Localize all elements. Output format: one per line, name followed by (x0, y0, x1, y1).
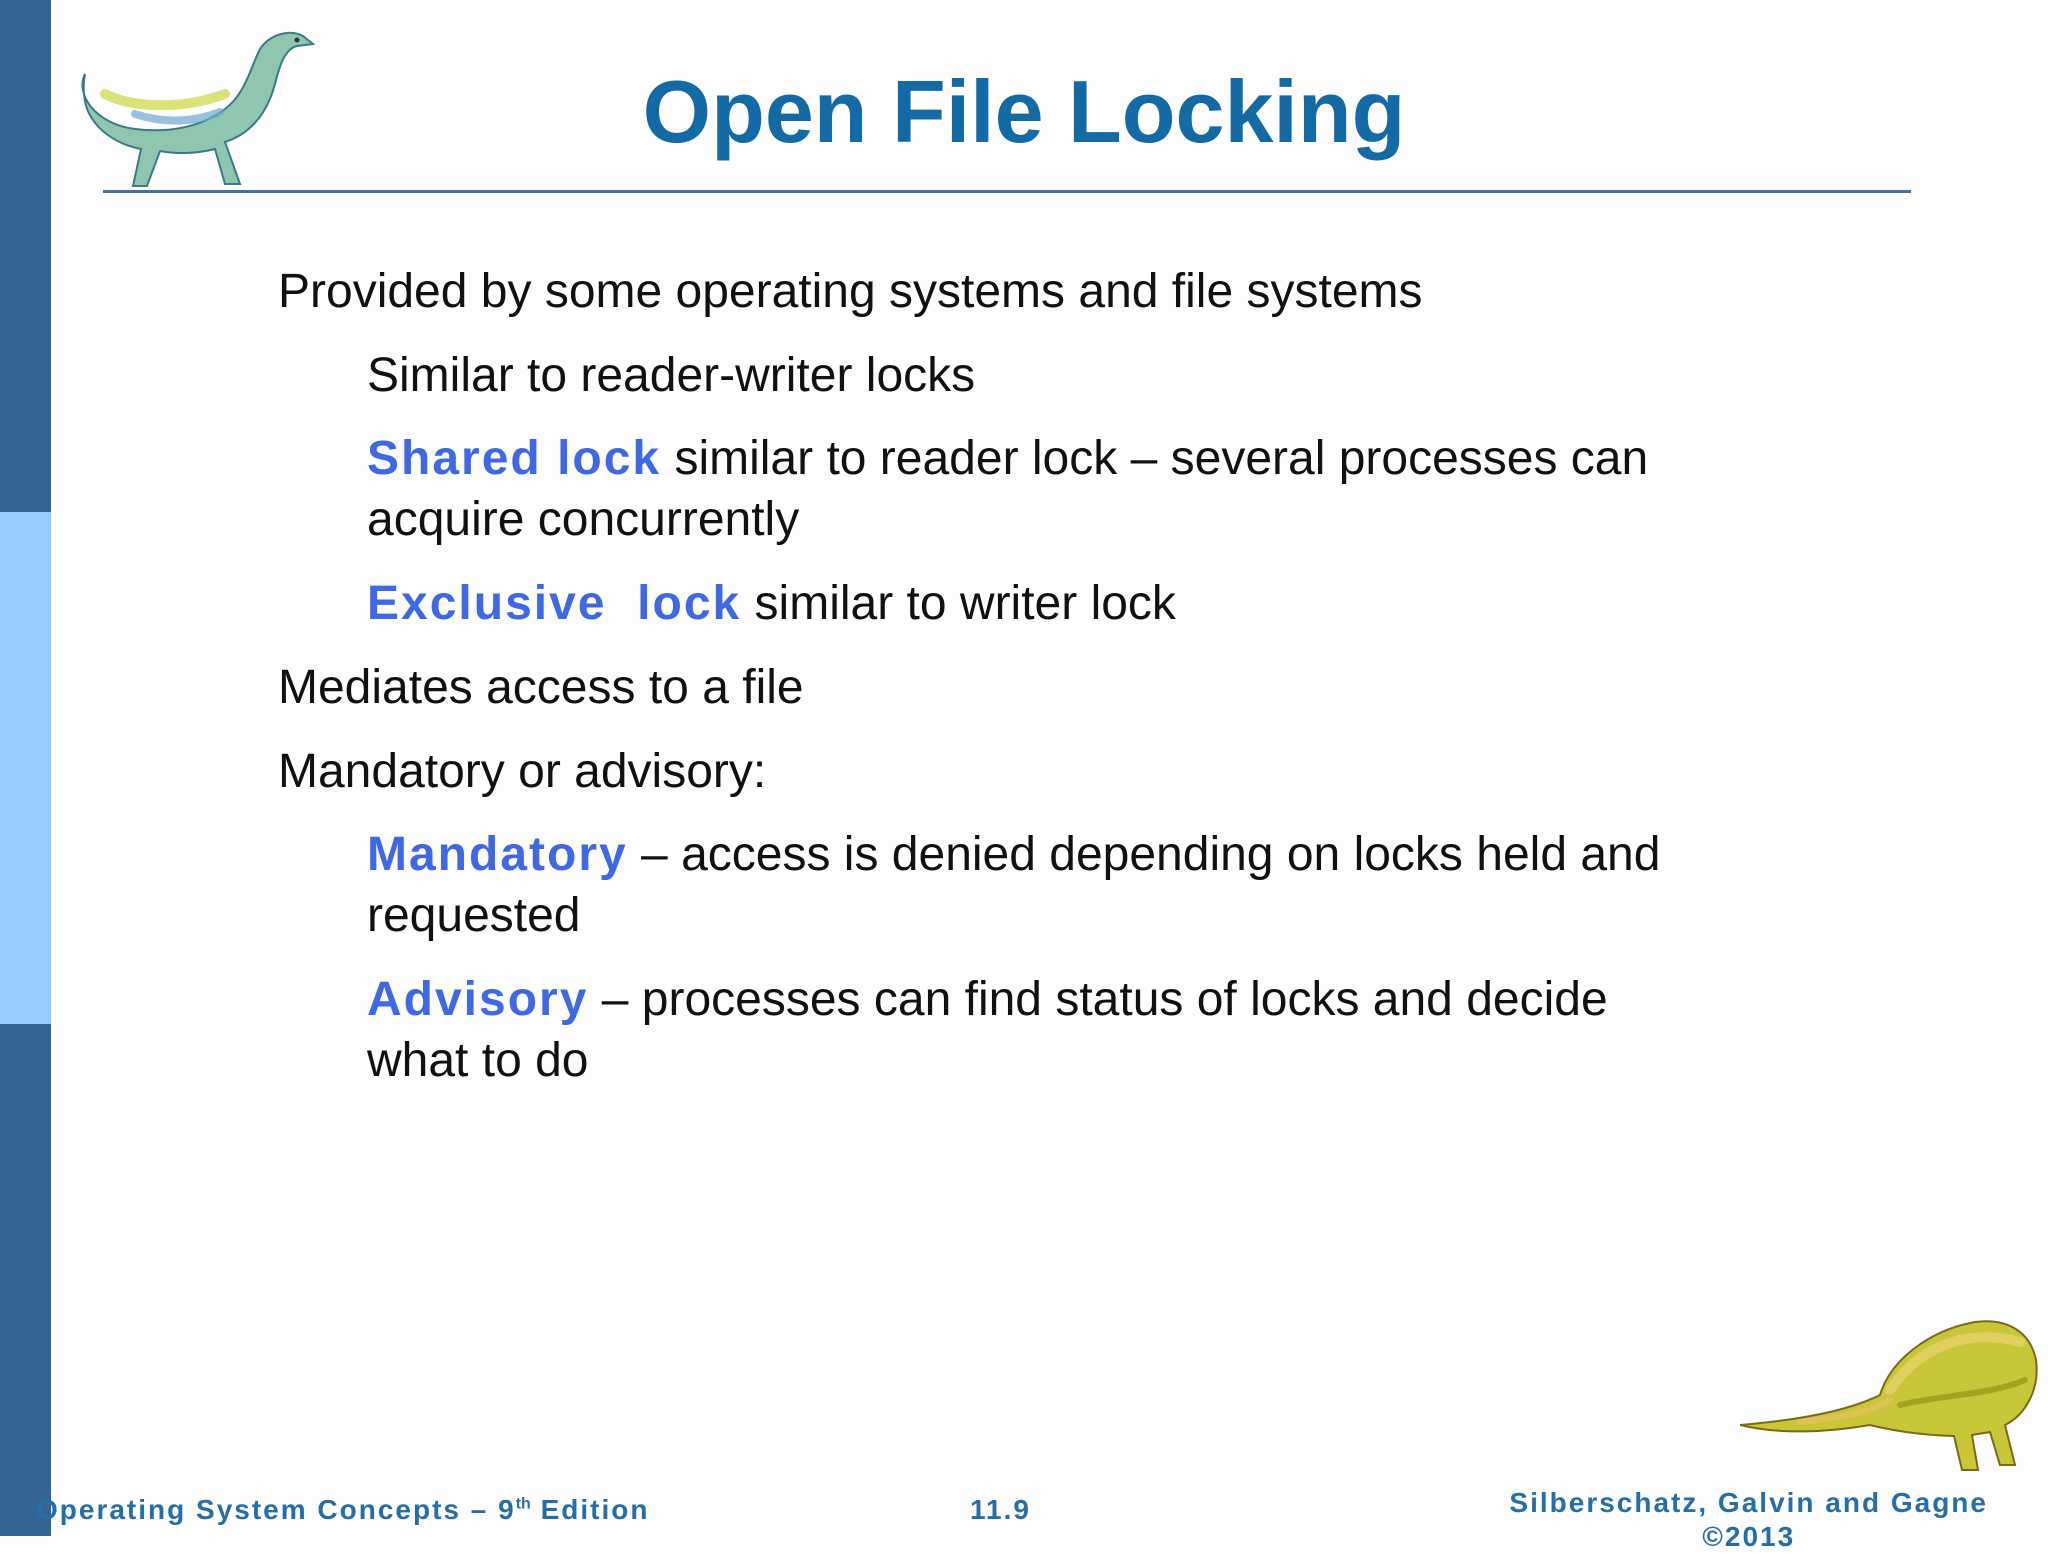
bullet-text: similar to writer lock (741, 577, 1176, 630)
term-shared-lock: Shared lock (367, 432, 662, 485)
bullet-level1: Mandatory or advisory: (278, 745, 767, 798)
bullet-level2 (367, 429, 1648, 489)
bullet-level1: Mediates access to a file (278, 661, 804, 714)
bullet-continuation: acquire concurrently (367, 493, 800, 546)
bullet-text: – processes can find status of locks and decide (588, 973, 1608, 1026)
footer-title-prefix: Operating System Concepts – 9 (36, 1494, 516, 1525)
term-advisory: Advisory (367, 973, 589, 1026)
term-exclusive-lock: Exclusive lock (367, 577, 742, 630)
bullet-level1: Provided by some operating systems and file systems (278, 265, 1423, 318)
term-mandatory: Mandatory (367, 828, 628, 881)
bullet-continuation: requested (367, 889, 581, 942)
bullet-level2 (367, 825, 1660, 885)
copyright-text: ©2013 (1702, 1521, 1796, 1552)
bullet-continuation: what to do (367, 1034, 589, 1087)
footer-book-title (36, 1494, 649, 1526)
bullet-level2 (367, 574, 1176, 634)
bullet-level2: Similar to reader-writer locks (367, 349, 976, 402)
footer-authors (1509, 1486, 1988, 1554)
slide-title: Open File Locking (642, 62, 1406, 161)
footer-title-sup: th (515, 1495, 531, 1513)
bullet-text: – access is denied depending on locks held and (627, 828, 1661, 881)
footer-title-suffix: Edition (530, 1494, 650, 1525)
bullet-text: similar to reader lock – several processes can (661, 432, 1649, 485)
authors-text: Silberschatz, Galvin and Gagne (1509, 1487, 1988, 1518)
page-number: 11.9 (970, 1494, 1031, 1525)
bullet-level2 (367, 970, 1608, 1030)
